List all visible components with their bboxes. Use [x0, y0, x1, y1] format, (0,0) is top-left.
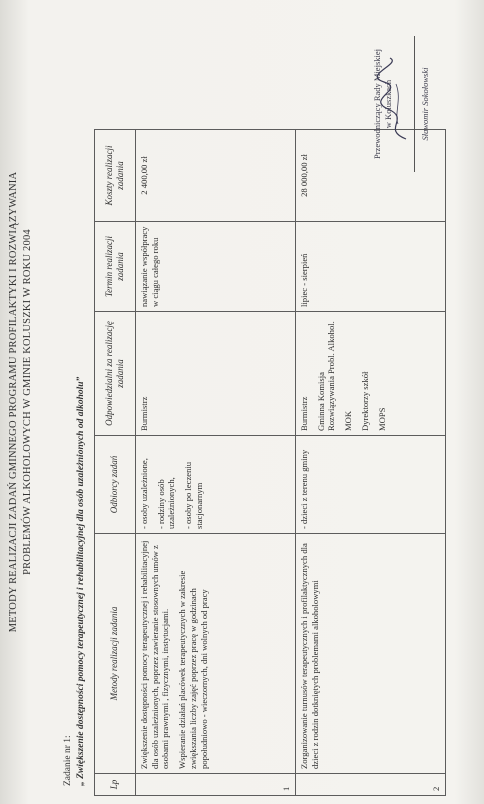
responsible-item: Burmistrz	[299, 396, 309, 431]
responsible-item: MOPS	[376, 407, 387, 431]
tasks-table	[94, 129, 446, 796]
task-description: „ Zwiększenie dostępności pomocy terapeutycznej i rehabilitacyjnej dla osób uzależnionych od alkoholu”	[76, 376, 86, 786]
header-methods: Metody realizacji zadania	[95, 534, 136, 774]
header-lp: Lp	[95, 774, 136, 796]
recipient-item: - dzieci z terenu gminy	[299, 449, 309, 529]
term-cell: lipiec - sierpień	[296, 222, 446, 312]
signature-line	[414, 36, 415, 172]
signature-location: w Koluszkach	[383, 79, 393, 129]
header-cost: Koszty realizacji zadania	[95, 130, 136, 222]
task-label: Zadanie nr 1:	[63, 735, 73, 786]
signature-name: Sławomir Sokołowski	[420, 67, 430, 141]
method-item: Zorganizowanie turnusów terapeutycznych i profilaktycznych dla dzieci z rodzin dotkniętych problemami alkoholowymi	[299, 543, 320, 769]
recipient-item: - rodziny osób uzależnionych,	[155, 477, 177, 529]
responsible-cell	[296, 312, 446, 436]
responsible-item: Burmistrz	[139, 396, 149, 431]
method-item: Wspieranie działań placówek terapeutycznych w zakresie zwiększania liczby zajęć poprzez pracę w godzinach popołudniowo - wieczornych, dni wolnych od pracy	[177, 570, 209, 769]
recipient-item: - osoby po leczeniu stacjonarnym	[183, 461, 204, 529]
recipients-cell	[296, 436, 446, 534]
responsible-item: Dyrektorzy szkół	[359, 371, 370, 431]
recipient-item: - osoby uzależnione,	[139, 458, 149, 529]
handwritten-signature-icon	[376, 54, 416, 144]
term-cell: nawiązanie współpracy w ciągu całego roku	[136, 222, 296, 312]
document-title-line-1: METODY REALIZACJI ZADAŃ GMINNEGO PROGRAMU PROFILAKTYKI I ROZWIĄZYWANIA	[8, 171, 19, 633]
header-responsible: Odpowiedzialni za realizację zadania	[95, 312, 136, 436]
signature-title: Przewodniczący Rady Miejskiej	[372, 49, 382, 159]
cost-cell: 28 000,00 zł	[296, 130, 446, 222]
row-number: 2	[296, 774, 446, 796]
header-recipients: Odbiorcy zadań	[95, 436, 136, 534]
methods-cell	[296, 534, 446, 774]
responsible-cell	[136, 312, 296, 436]
table-row	[136, 130, 296, 796]
document-title-line-2: PROBLEMÓW ALKOHOLOWYCH W GMINIE KOLUSZKI W ROKU 2004	[22, 229, 33, 575]
table-row	[296, 130, 446, 796]
responsible-item: MOK	[343, 410, 354, 431]
method-item: Zwiększenie dostępności pomocy terapeutycznej i rehabilitacyjnej dla osób uzależnionych, poprzez zawieranie stosownych umów z osobami prawnymi , fizycznymi, instytucjami.	[139, 540, 171, 769]
recipients-cell	[136, 436, 296, 534]
methods-cell	[136, 534, 296, 774]
table-header-row	[95, 130, 136, 796]
row-number: 1	[136, 774, 296, 796]
cost-cell: 2 400,00 zł	[136, 130, 296, 222]
header-term: Termin realizacji zadania	[95, 222, 136, 312]
responsible-item: Gminna Komisja Rozwiązywania Probl. Alkohol.	[315, 321, 337, 431]
